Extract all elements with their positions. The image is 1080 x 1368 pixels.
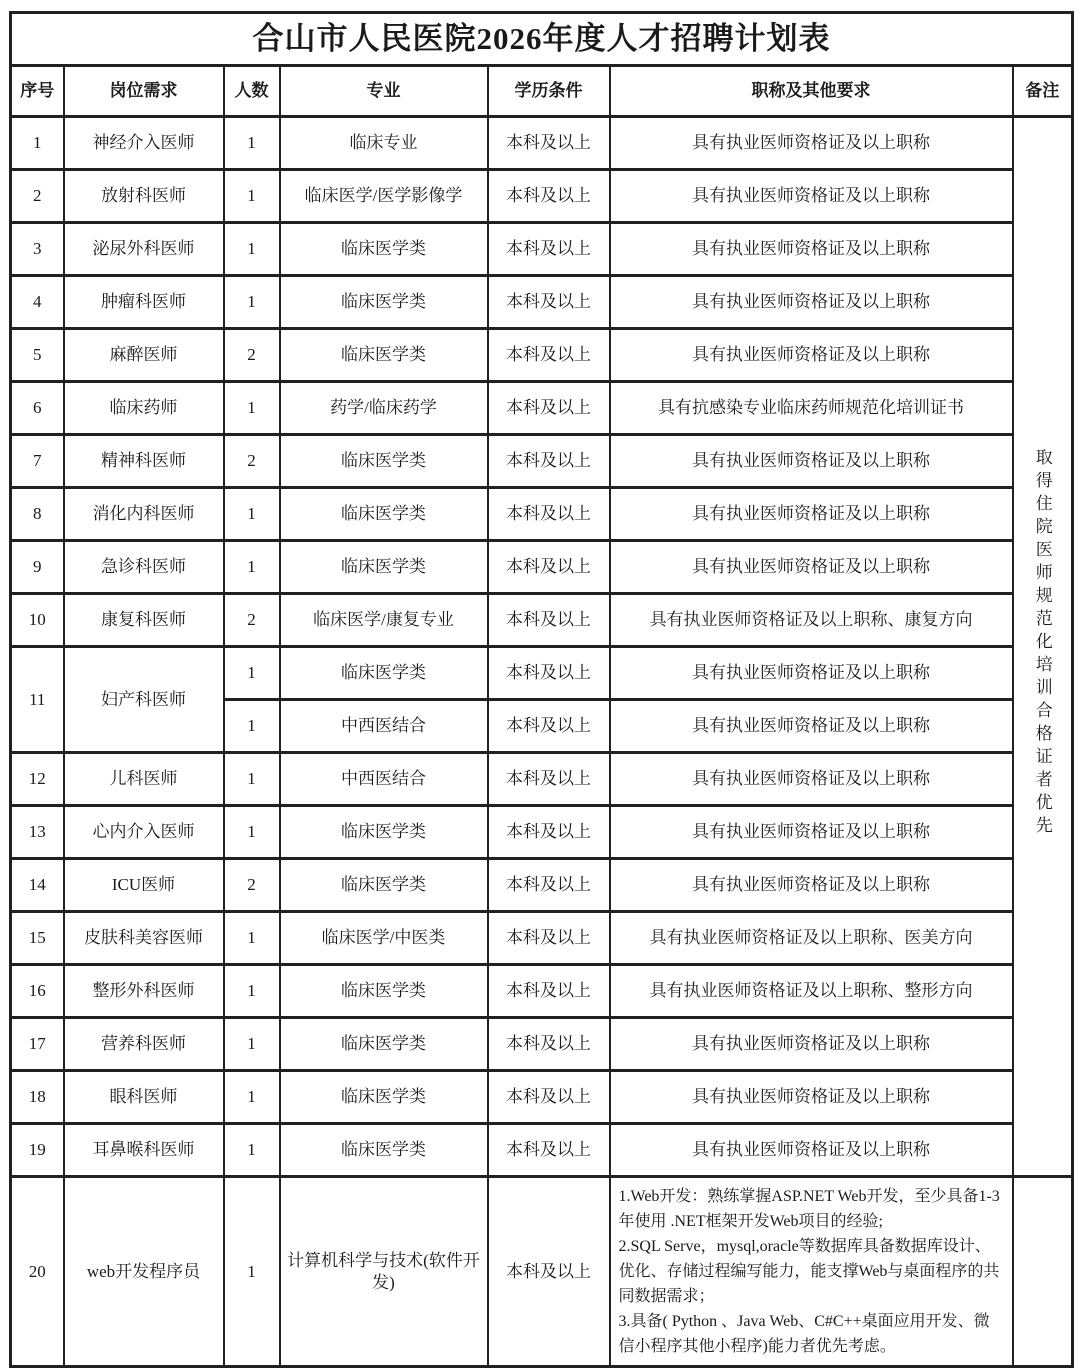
table-row — [11, 541, 1073, 594]
row-number-cell: 19 — [11, 1124, 64, 1177]
major-cell: 药学/临床药学 — [280, 382, 488, 435]
count-cell: 1 — [224, 912, 280, 965]
table-row — [11, 594, 1073, 647]
count-cell: 2 — [224, 435, 280, 488]
major-cell: 临床专业 — [280, 117, 488, 170]
requirement-cell: 具有执业医师资格证及以上职称 — [610, 223, 1013, 276]
remark-vertical-text: 取得住院医师规范化培训合格证者优先 — [1032, 448, 1052, 840]
post-cell: 消化内科医师 — [64, 488, 224, 541]
major-cell: 临床医学类 — [280, 859, 488, 912]
row-number-cell: 7 — [11, 435, 64, 488]
major-cell: 临床医学类 — [280, 276, 488, 329]
post-cell: 临床药师 — [64, 382, 224, 435]
education-cell: 本科及以上 — [488, 594, 610, 647]
post-cell: 精神科医师 — [64, 435, 224, 488]
major-cell: 临床医学类 — [280, 965, 488, 1018]
header-row — [11, 66, 1073, 117]
post-cell: 泌尿外科医师 — [64, 223, 224, 276]
row-number-cell: 17 — [11, 1018, 64, 1071]
post-cell: 皮肤科美容医师 — [64, 912, 224, 965]
recruitment-table — [9, 11, 1074, 1368]
post-cell: 肿瘤科医师 — [64, 276, 224, 329]
post-cell: 急诊科医师 — [64, 541, 224, 594]
requirement-cell: 具有执业医师资格证及以上职称 — [610, 170, 1013, 223]
table-row — [11, 488, 1073, 541]
row-number-cell: 14 — [11, 859, 64, 912]
post-cell: 麻醉医师 — [64, 329, 224, 382]
row-number-cell: 2 — [11, 170, 64, 223]
education-cell: 本科及以上 — [488, 117, 610, 170]
education-cell: 本科及以上 — [488, 859, 610, 912]
row-number-cell: 12 — [11, 753, 64, 806]
requirement-cell: 具有抗感染专业临床药师规范化培训证书 — [610, 382, 1013, 435]
header-post: 岗位需求 — [64, 66, 224, 117]
requirement-cell: 具有执业医师资格证及以上职称 — [610, 859, 1013, 912]
count-cell: 1 — [224, 223, 280, 276]
table-row — [11, 117, 1073, 170]
table-row — [11, 223, 1073, 276]
education-cell: 本科及以上 — [488, 1124, 610, 1177]
education-cell: 本科及以上 — [488, 806, 610, 859]
major-cell: 计算机科学与技术(软件开发) — [280, 1177, 488, 1367]
row-number-cell: 20 — [11, 1177, 64, 1367]
table-row — [11, 965, 1073, 1018]
count-cell: 1 — [224, 1177, 280, 1367]
post-cell: 心内介入医师 — [64, 806, 224, 859]
count-cell: 1 — [224, 488, 280, 541]
post-cell: 妇产科医师 — [64, 647, 224, 753]
count-cell: 2 — [224, 859, 280, 912]
row-number-cell: 18 — [11, 1071, 64, 1124]
count-cell: 1 — [224, 753, 280, 806]
requirement-line-3: 3.具备( Python 、Java Web、C#C++桌面应用开发、微信小程序其他小程序)能力者优先考虑。 — [618, 1313, 990, 1355]
major-cell: 临床医学类 — [280, 329, 488, 382]
table-row — [11, 1177, 1073, 1367]
row-number-cell: 1 — [11, 117, 64, 170]
education-cell: 本科及以上 — [488, 170, 610, 223]
education-cell: 本科及以上 — [488, 488, 610, 541]
requirement-cell — [610, 1177, 1013, 1367]
count-cell: 2 — [224, 329, 280, 382]
table-row — [11, 1124, 1073, 1177]
header-remark: 备注 — [1013, 66, 1073, 117]
post-cell: 整形外科医师 — [64, 965, 224, 1018]
requirement-cell: 具有执业医师资格证及以上职称 — [610, 435, 1013, 488]
remark-merged-cell — [1013, 117, 1073, 1177]
count-cell: 1 — [224, 806, 280, 859]
row-number-cell: 10 — [11, 594, 64, 647]
post-cell: 营养科医师 — [64, 1018, 224, 1071]
requirement-cell: 具有执业医师资格证及以上职称 — [610, 700, 1013, 753]
requirement-cell: 具有执业医师资格证及以上职称 — [610, 276, 1013, 329]
count-cell: 1 — [224, 647, 280, 700]
table-row — [11, 1071, 1073, 1124]
post-cell: 放射科医师 — [64, 170, 224, 223]
major-cell: 临床医学类 — [280, 1018, 488, 1071]
education-cell: 本科及以上 — [488, 1071, 610, 1124]
count-cell: 1 — [224, 276, 280, 329]
count-cell: 1 — [224, 1124, 280, 1177]
requirement-cell: 具有执业医师资格证及以上职称 — [610, 647, 1013, 700]
major-cell: 临床医学类 — [280, 541, 488, 594]
post-cell: ICU医师 — [64, 859, 224, 912]
table-row — [11, 912, 1073, 965]
major-cell: 临床医学类 — [280, 1124, 488, 1177]
header-requirement: 职称及其他要求 — [610, 66, 1013, 117]
requirement-cell: 具有执业医师资格证及以上职称 — [610, 1018, 1013, 1071]
major-cell: 临床医学/医学影像学 — [280, 170, 488, 223]
count-cell: 1 — [224, 382, 280, 435]
education-cell: 本科及以上 — [488, 435, 610, 488]
major-cell: 临床医学/康复专业 — [280, 594, 488, 647]
requirement-cell: 具有执业医师资格证及以上职称 — [610, 806, 1013, 859]
post-cell: 耳鼻喉科医师 — [64, 1124, 224, 1177]
major-cell: 中西医结合 — [280, 753, 488, 806]
major-cell: 临床医学类 — [280, 1071, 488, 1124]
count-cell: 1 — [224, 1071, 280, 1124]
education-cell: 本科及以上 — [488, 276, 610, 329]
row-number-cell: 8 — [11, 488, 64, 541]
requirement-cell: 具有执业医师资格证及以上职称 — [610, 1071, 1013, 1124]
table-row — [11, 435, 1073, 488]
major-cell: 临床医学类 — [280, 488, 488, 541]
row-number-cell: 4 — [11, 276, 64, 329]
education-cell: 本科及以上 — [488, 912, 610, 965]
table-row — [11, 859, 1073, 912]
post-cell: 儿科医师 — [64, 753, 224, 806]
requirement-cell: 具有执业医师资格证及以上职称 — [610, 1124, 1013, 1177]
education-cell: 本科及以上 — [488, 1018, 610, 1071]
row-number-cell: 16 — [11, 965, 64, 1018]
count-cell: 1 — [224, 700, 280, 753]
requirement-cell: 具有执业医师资格证及以上职称 — [610, 753, 1013, 806]
education-cell: 本科及以上 — [488, 647, 610, 700]
requirement-cell: 具有执业医师资格证及以上职称 — [610, 488, 1013, 541]
row-number-cell: 6 — [11, 382, 64, 435]
requirement-line-1: 1.Web开发：熟练掌握ASP.NET Web开发，至少具备1-3年使用 .NET框架开发Web项目的经验; — [618, 1188, 1000, 1230]
major-cell: 临床医学类 — [280, 435, 488, 488]
table-row — [11, 647, 1073, 700]
row-number-cell: 5 — [11, 329, 64, 382]
post-cell: 康复科医师 — [64, 594, 224, 647]
table-row — [11, 276, 1073, 329]
major-cell: 中西医结合 — [280, 700, 488, 753]
row-number-cell: 9 — [11, 541, 64, 594]
table-row — [11, 753, 1073, 806]
count-cell: 1 — [224, 541, 280, 594]
education-cell: 本科及以上 — [488, 1177, 610, 1367]
count-cell: 1 — [224, 1018, 280, 1071]
major-cell: 临床医学类 — [280, 223, 488, 276]
education-cell: 本科及以上 — [488, 329, 610, 382]
education-cell: 本科及以上 — [488, 223, 610, 276]
requirement-cell: 具有执业医师资格证及以上职称 — [610, 541, 1013, 594]
table-row — [11, 806, 1073, 859]
title-row — [11, 13, 1073, 66]
table-row — [11, 170, 1073, 223]
education-cell: 本科及以上 — [488, 541, 610, 594]
requirement-cell: 具有执业医师资格证及以上职称 — [610, 329, 1013, 382]
major-cell: 临床医学/中医类 — [280, 912, 488, 965]
requirement-cell: 具有执业医师资格证及以上职称、整形方向 — [610, 965, 1013, 1018]
major-cell: 临床医学类 — [280, 806, 488, 859]
education-cell: 本科及以上 — [488, 700, 610, 753]
post-cell: 神经介入医师 — [64, 117, 224, 170]
count-cell: 1 — [224, 965, 280, 1018]
header-no: 序号 — [11, 66, 64, 117]
requirement-cell: 具有执业医师资格证及以上职称、康复方向 — [610, 594, 1013, 647]
header-major: 专业 — [280, 66, 488, 117]
requirement-cell: 具有执业医师资格证及以上职称 — [610, 117, 1013, 170]
education-cell: 本科及以上 — [488, 382, 610, 435]
table-row — [11, 329, 1073, 382]
count-cell: 1 — [224, 117, 280, 170]
header-count: 人数 — [224, 66, 280, 117]
requirement-cell: 具有执业医师资格证及以上职称、医美方向 — [610, 912, 1013, 965]
major-cell: 临床医学类 — [280, 647, 488, 700]
table-row — [11, 382, 1073, 435]
row-number-cell: 11 — [11, 647, 64, 753]
row-number-cell: 13 — [11, 806, 64, 859]
count-cell: 2 — [224, 594, 280, 647]
education-cell: 本科及以上 — [488, 965, 610, 1018]
requirement-line-2: 2.SQL Serve，mysql,oracle等数据库具备数据库设计、优化、存储过程编写能力，能支撑Web与桌面程序的共同数据需求； — [618, 1238, 1000, 1305]
table-row — [11, 1018, 1073, 1071]
education-cell: 本科及以上 — [488, 753, 610, 806]
post-cell: 眼科医师 — [64, 1071, 224, 1124]
post-cell: web开发程序员 — [64, 1177, 224, 1367]
page-title: 合山市人民医院2026年度人才招聘计划表 — [11, 13, 1073, 66]
row-number-cell: 15 — [11, 912, 64, 965]
count-cell: 1 — [224, 170, 280, 223]
remark-cell-row20 — [1013, 1177, 1073, 1367]
row-number-cell: 3 — [11, 223, 64, 276]
header-education: 学历条件 — [488, 66, 610, 117]
